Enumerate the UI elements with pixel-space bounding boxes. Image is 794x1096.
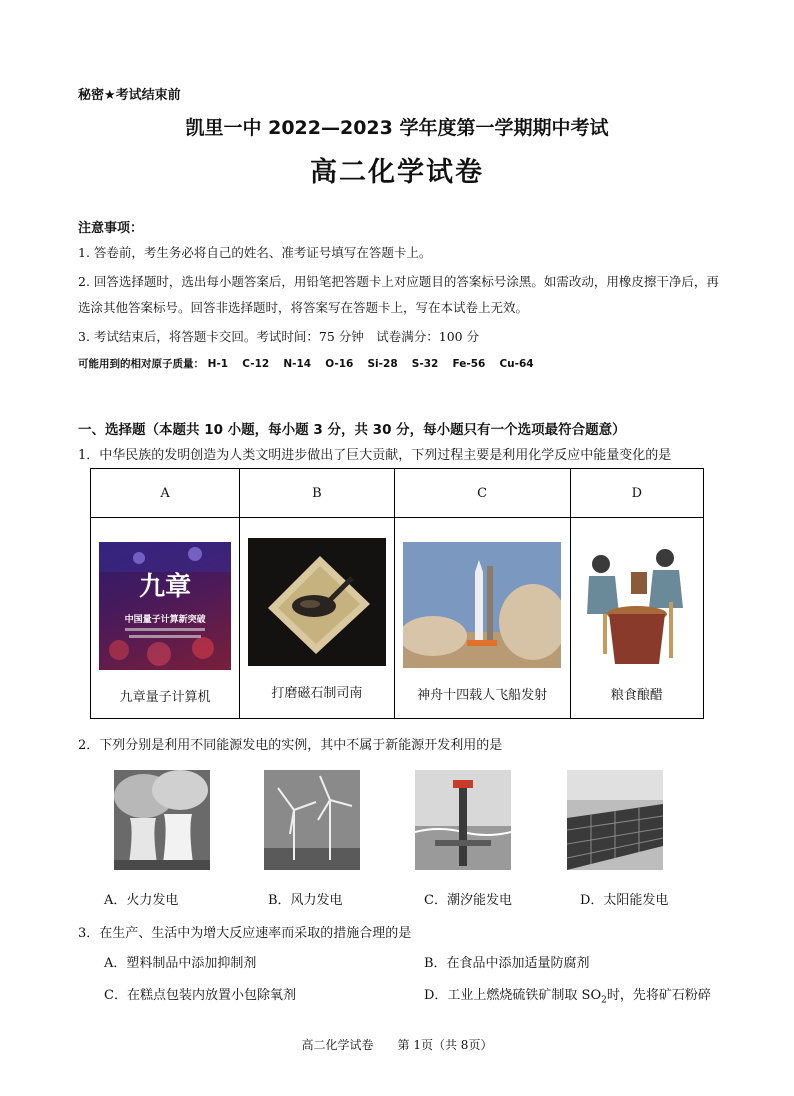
question-2-option: D．太阳能发电 — [580, 893, 669, 908]
exam-subtitle: 高二化学试卷 — [310, 157, 484, 188]
question-3-option: C．在糕点包装内放置小包除氧剂 — [104, 988, 296, 1003]
note-item: 2. 回答选择题时，选出每小题答案后，用铅笔把答题卡上对应题目的答案标号涂黑。如需改动，用橡皮擦干净后，再选涂其他答案标号。回答非选择题时，将答案写在答题卡上，写在本试卷上无效。 — [78, 274, 719, 315]
question-2-option: B．风力发电 — [268, 893, 343, 908]
question-3-option: A．塑料制品中添加抑制剂 — [104, 956, 257, 971]
thermal-power-image — [114, 770, 210, 870]
cooling-tower-graphic — [114, 770, 210, 870]
question-3-stem: 3．在生产、生活中为增大反应速率而采取的措施合理的是 — [78, 926, 412, 941]
question-3-option: B．在食品中添加适量防腐剂 — [424, 956, 590, 971]
option-d-subscript: 2 — [601, 995, 607, 1006]
image-a-text-line — [129, 635, 201, 638]
option-caption: 九章量子计算机 — [119, 690, 211, 705]
section-heading: 一、选择题（本题共 10 小题，每小题 3 分，共 30 分，每小题只有一个选项最符合题意） — [78, 422, 626, 438]
compass-sinan-image — [248, 538, 386, 666]
question-2-option: A．火力发电 — [104, 893, 179, 908]
note-item: 1. 答卷前，考生务必将自己的姓名、准考证号填写在答题卡上。 — [78, 245, 432, 260]
option-caption: 神舟十四载人飞船发射 — [417, 688, 548, 703]
crowd-graphic — [99, 542, 231, 670]
image-a-line: 中国量子计算新突破 — [124, 615, 206, 625]
tidal-graphic — [415, 770, 511, 870]
tidal-power-image — [415, 770, 511, 870]
confidential-mark: 秘密★考试结束前 — [78, 88, 181, 103]
rocket-launch-image — [403, 542, 561, 668]
option-header: C — [394, 469, 570, 518]
question-1-stem: 1．中华民族的发明创造为人类文明进步做出了巨大贡献，下列过程主要是利用化学反应中能量变化的是 — [78, 448, 672, 463]
option-caption: 打磨磁石制司南 — [271, 686, 363, 701]
exam-title: 凯里一中 2022—2023 学年度第一学期期中考试 — [185, 117, 609, 139]
option-d-text-end: 时，先将矿石粉碎 — [606, 988, 711, 1003]
vinegar-brewing-image — [579, 542, 695, 668]
wind-turbine-graphic — [264, 770, 360, 870]
image-a-text-line — [125, 628, 205, 631]
solar-panel-graphic — [567, 770, 663, 870]
option-header: B — [240, 469, 394, 518]
question-2-option: C．潮汐能发电 — [424, 893, 512, 908]
option-caption: 粮食酿醋 — [610, 688, 663, 703]
question-2-stem: 2．下列分别是利用不同能源发电的实例，其中不属于新能源开发利用的是 — [78, 738, 503, 753]
wind-power-image — [264, 770, 360, 870]
option-header: A — [91, 469, 240, 518]
brewing-graphic — [579, 542, 695, 668]
question-1-table — [90, 468, 704, 719]
notes-heading: 注意事项： — [78, 221, 144, 236]
note-item: 3. 考试结束后，将答题卡交回。考试时间：75 分钟 试卷满分：100 分 — [78, 329, 480, 344]
sinan-graphic — [248, 538, 386, 666]
atomic-masses: 可能用到的相对原子质量： H-1 C-12 N-14 O-16 Si-28 S-32 Fe-56 Cu-64 — [78, 358, 534, 370]
question-3-option-d — [424, 984, 711, 1006]
launch-graphic — [403, 542, 561, 668]
image-a-big-text: 九章 — [139, 572, 192, 602]
option-d-text: D．工业上燃烧硫铁矿制取 SO — [424, 988, 602, 1003]
quantum-computer-image — [99, 542, 231, 670]
page-footer: 高二化学试卷 第 1页（共 8页） — [301, 1038, 493, 1052]
option-header: D — [570, 469, 703, 518]
solar-power-image — [567, 770, 663, 870]
